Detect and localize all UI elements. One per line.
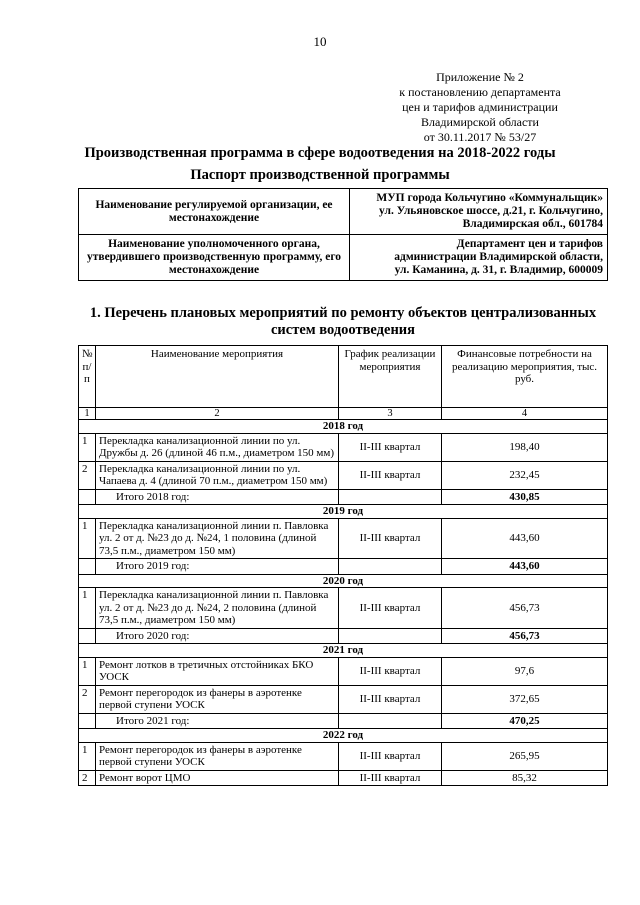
passport-label: Наименование регулируемой организации, ее местонахождение bbox=[79, 189, 350, 235]
item-name: Перекладка канализационной линии по ул. Чапаева д. 4 (длиной 70 п.м., диаметром 150 мм) bbox=[96, 461, 339, 489]
year-row bbox=[79, 729, 608, 743]
passport-value-line: ул. Каманина, д. 31, г. Владимир, 600009 bbox=[394, 264, 603, 276]
table-row bbox=[79, 770, 608, 786]
item-number: 1 bbox=[79, 588, 96, 629]
item-schedule: II-III квартал bbox=[339, 742, 442, 770]
table-row bbox=[79, 461, 608, 489]
item-amount: 456,73 bbox=[442, 588, 608, 629]
item-schedule: II-III квартал bbox=[339, 518, 442, 559]
column-number: 4 bbox=[442, 408, 608, 420]
item-number: 2 bbox=[79, 770, 96, 786]
item-amount: 443,60 bbox=[442, 518, 608, 559]
column-number-row bbox=[79, 408, 608, 420]
table-row bbox=[79, 657, 608, 685]
document-subtitle: Паспорт производственной программы bbox=[190, 167, 450, 183]
header-schedule: График реализации мероприятия bbox=[339, 346, 442, 408]
item-amount: 372,65 bbox=[442, 685, 608, 713]
document-title: Производственная программа в сфере водоотведения на 2018-2022 годы bbox=[84, 145, 556, 161]
year-label: 2020 год bbox=[79, 574, 608, 588]
table-row bbox=[79, 742, 608, 770]
total-row bbox=[79, 559, 608, 575]
year-row bbox=[79, 420, 608, 434]
column-number: 2 bbox=[96, 408, 339, 420]
item-amount: 232,45 bbox=[442, 461, 608, 489]
total-label: Итого 2021 год: bbox=[96, 713, 339, 729]
passport-value-line: Департамент цен и тарифов bbox=[456, 238, 603, 250]
year-row bbox=[79, 505, 608, 519]
year-label: 2019 год bbox=[79, 505, 608, 519]
passport-value bbox=[350, 189, 608, 235]
item-schedule: II-III квартал bbox=[339, 461, 442, 489]
item-number: 2 bbox=[79, 461, 96, 489]
page-number: 10 bbox=[313, 34, 327, 49]
appendix-line: к постановлению департамента bbox=[399, 85, 561, 99]
header-amount: Финансовые потребности на реализацию мероприятия, тыс. руб. bbox=[442, 346, 608, 408]
item-amount: 97,6 bbox=[442, 657, 608, 685]
total-row bbox=[79, 489, 608, 505]
passport-value-line: ул. Ульяновское шоссе, д.21, г. Кольчугино, bbox=[379, 205, 603, 217]
total-amount: 470,25 bbox=[442, 713, 608, 729]
total-label: Итого 2019 год: bbox=[96, 559, 339, 575]
passport-value bbox=[350, 235, 608, 281]
item-amount: 85,32 bbox=[442, 770, 608, 786]
passport-value-line: МУП города Кольчугино «Коммунальщик» bbox=[376, 192, 603, 204]
item-schedule: II-III квартал bbox=[339, 770, 442, 786]
item-number: 1 bbox=[79, 433, 96, 461]
passport-table bbox=[78, 188, 608, 281]
appendix-line: Владимирской области bbox=[421, 115, 539, 129]
table-row bbox=[79, 588, 608, 629]
item-name: Перекладка канализационной линии п. Павловка ул. 2 от д. №23 до д. №24, 2 половина (длиной 73,5 п.м., диаметром 150 мм) bbox=[96, 588, 339, 629]
year-label: 2021 год bbox=[79, 644, 608, 658]
appendix-block bbox=[380, 70, 580, 145]
header-number: № п/п bbox=[79, 346, 96, 408]
total-amount: 430,85 bbox=[442, 489, 608, 505]
item-number: 1 bbox=[79, 518, 96, 559]
works-table bbox=[78, 345, 608, 786]
year-row bbox=[79, 644, 608, 658]
passport-value-line: Владимирская обл., 601784 bbox=[462, 218, 603, 230]
item-number: 2 bbox=[79, 685, 96, 713]
item-amount: 265,95 bbox=[442, 742, 608, 770]
appendix-line: цен и тарифов администрации bbox=[402, 100, 558, 114]
header-name: Наименование мероприятия bbox=[96, 346, 339, 408]
year-label: 2018 год bbox=[79, 420, 608, 434]
item-name: Перекладка канализационной линии п. Павловка ул. 2 от д. №23 до д. №24, 1 половина (длиной 73,5 п.м., диаметром 150 мм) bbox=[96, 518, 339, 559]
table-row bbox=[79, 518, 608, 559]
passport-row bbox=[79, 189, 608, 235]
passport-label: Наименование уполномоченного органа, утвердившего производственную программу, его местонахождение bbox=[79, 235, 350, 281]
item-amount: 198,40 bbox=[442, 433, 608, 461]
passport-row bbox=[79, 235, 608, 281]
table-header-row bbox=[79, 346, 608, 408]
year-label: 2022 год bbox=[79, 729, 608, 743]
table-row bbox=[79, 685, 608, 713]
total-label: Итого 2018 год: bbox=[96, 489, 339, 505]
item-name: Перекладка канализационной линии по ул. Дружбы д. 26 (длиной 46 п.м., диаметром 150 мм) bbox=[96, 433, 339, 461]
total-row bbox=[79, 628, 608, 644]
section-title: 1. Перечень плановых мероприятий по ремонту объектов централизованных систем водоотведения bbox=[89, 305, 597, 338]
total-row bbox=[79, 713, 608, 729]
column-number: 3 bbox=[339, 408, 442, 420]
year-row bbox=[79, 574, 608, 588]
item-name: Ремонт ворот ЦМО bbox=[96, 770, 339, 786]
item-name: Ремонт перегородок из фанеры в аэротенке первой ступени УОСК bbox=[96, 742, 339, 770]
item-number: 1 bbox=[79, 742, 96, 770]
table-row bbox=[79, 433, 608, 461]
item-name: Ремонт лотков в третичных отстойниках БКО УОСК bbox=[96, 657, 339, 685]
total-amount: 443,60 bbox=[442, 559, 608, 575]
item-schedule: II-III квартал bbox=[339, 657, 442, 685]
passport-value-line: администрации Владимирской области, bbox=[394, 251, 603, 263]
total-amount: 456,73 bbox=[442, 628, 608, 644]
appendix-line: Приложение № 2 bbox=[436, 70, 524, 84]
item-schedule: II-III квартал bbox=[339, 588, 442, 629]
total-label: Итого 2020 год: bbox=[96, 628, 339, 644]
appendix-line: от 30.11.2017 № 53/27 bbox=[423, 130, 537, 144]
item-schedule: II-III квартал bbox=[339, 685, 442, 713]
item-name: Ремонт перегородок из фанеры в аэротенке первой ступени УОСК bbox=[96, 685, 339, 713]
item-schedule: II-III квартал bbox=[339, 433, 442, 461]
item-number: 1 bbox=[79, 657, 96, 685]
column-number: 1 bbox=[79, 408, 96, 420]
